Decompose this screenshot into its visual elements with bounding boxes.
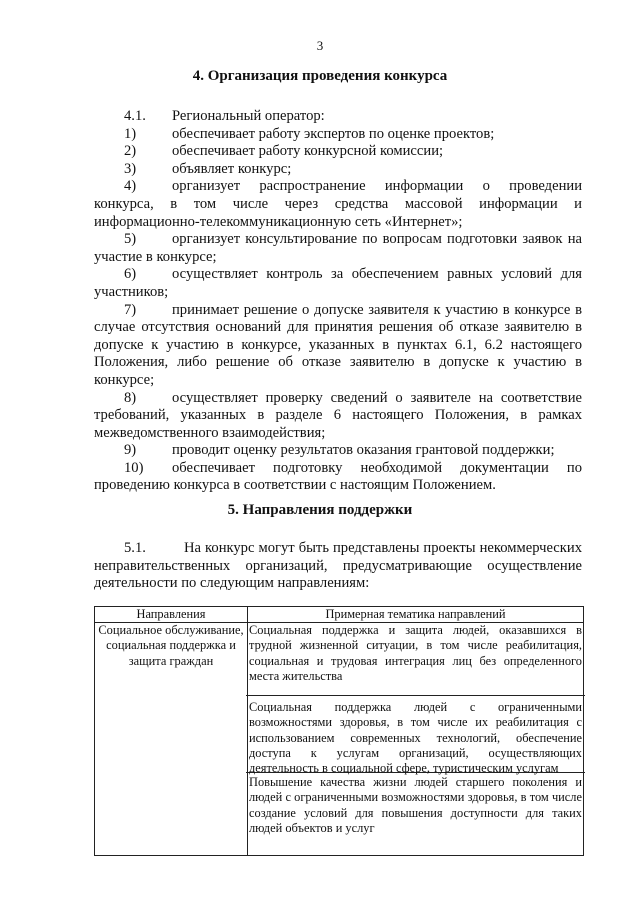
list-item — [94, 108, 582, 126]
list-item — [94, 126, 582, 144]
section-5-paragraph — [94, 540, 582, 593]
item-text: обеспечивает подготовку необходимой документации по проведению конкурса в соответствии с настоящим Положением. — [94, 459, 582, 494]
paragraph-text: На конкурс могут быть представлены проекты некоммерческих неправительственных организаций, предусматривающие осуществление деятельности по следующим направлениям: — [94, 540, 582, 592]
item-text: Региональный оператор: — [172, 108, 325, 124]
directions-table — [94, 606, 584, 856]
item-text: проводит оценку результатов оказания грантовой поддержки; — [172, 442, 555, 459]
item-number: 4.1. — [124, 108, 146, 124]
table-row — [95, 623, 584, 856]
topic-block — [248, 623, 583, 695]
list-item — [94, 266, 582, 301]
topic-block — [248, 773, 583, 836]
item-text: осуществляет проверку сведений о заявителе на соответствие требований, указанных в разделе 6 настоящего Положения, в рамках межведомственного взаимодействия; — [94, 389, 582, 441]
item-text: объявляет конкурс; — [172, 160, 292, 177]
list-item — [94, 143, 582, 161]
item-number: 3) — [124, 160, 137, 177]
list-item — [94, 231, 582, 266]
direction-cell: Социальное обслуживание, социальная поддержка и защита граждан — [95, 623, 248, 856]
topic-block — [248, 696, 583, 776]
paragraph-number: 5.1. — [124, 540, 146, 556]
item-number: 6) — [124, 266, 137, 283]
page-number: 3 — [316, 38, 324, 53]
item-number: 10) — [124, 459, 144, 476]
list-item — [94, 302, 582, 390]
topic-text: Социальная поддержка людей с ограниченными возможностями здоровья, в том числе их реабилитация с использованием современных технологий, обеспечение доступа к услугам организаций, осуществляющих деятельность в социальной сфере, туристическим услугам — [249, 700, 582, 776]
item-number: 8) — [124, 389, 137, 406]
section-5-title: 5. Направления поддержки — [227, 502, 413, 518]
section-4-list — [94, 108, 582, 495]
item-text: осуществляет контроль за обеспечением равных условий для участников; — [94, 266, 582, 300]
topics-cell — [248, 623, 584, 856]
item-number: 9) — [124, 442, 137, 459]
item-number: 7) — [124, 301, 137, 318]
list-item — [94, 442, 582, 460]
list-item — [94, 178, 582, 231]
list-item — [94, 161, 582, 179]
list-item — [94, 390, 582, 443]
item-number: 4) — [124, 178, 137, 195]
list-item — [94, 460, 582, 495]
table-header-row — [95, 607, 584, 623]
item-text: организует консультирование по вопросам подготовки заявок на участие в конкурсе; — [94, 231, 582, 265]
item-text: обеспечивает работу экспертов по оценке проектов; — [172, 125, 495, 142]
section-4-title: 4. Организация проведения конкурса — [192, 68, 448, 84]
item-number: 5) — [124, 231, 137, 248]
item-text: организует распространение информации о проведении конкурса, в том числе через средства массовой информации и информационно-телекоммуникационную сеть «Интернет»; — [94, 178, 582, 230]
column-header-topics: Примерная тематика направлений — [248, 607, 584, 623]
item-number: 2) — [124, 143, 137, 160]
item-text: обеспечивает работу конкурсной комиссии; — [172, 143, 444, 160]
item-text: принимает решение о допуске заявителя к участию в конкурсе в случае отсутствия оснований для принятия решения об отказе заявителю в допуске к участию в конкурсе, указанных в пунктах 6.1, 6.2 настоящего Положения, либо решение об отказе заявителю в допуске к участию в конкурсе; — [94, 301, 582, 388]
topic-text: Социальная поддержка и защита людей, оказавшихся в трудной жизненной ситуации, в том числе реабилитация, социальная и трудовая интеграция лиц без определенного места жительства — [249, 623, 582, 683]
column-header-directions: Направления — [95, 607, 248, 623]
topic-text: Повышение качества жизни людей старшего поколения и людей с ограниченными возможностями здоровья, в том числе создание условий для повышения доступности для таких людей объектов и услуг — [249, 775, 582, 835]
item-number: 1) — [124, 125, 137, 142]
